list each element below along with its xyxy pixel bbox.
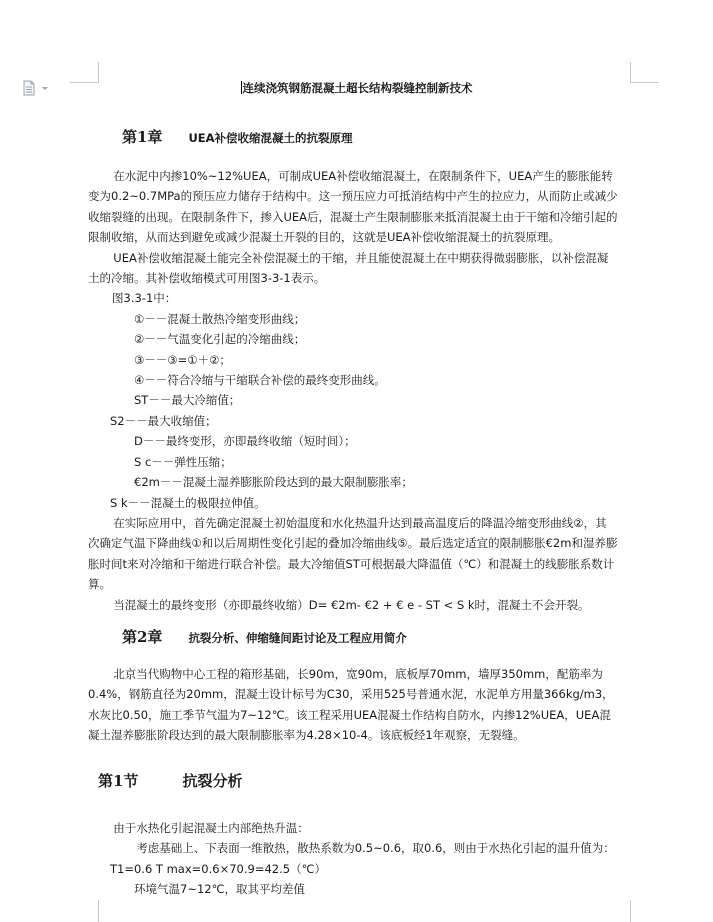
- legend-item: ④－－符合冷缩与干缩联合补偿的最终变形曲线。: [134, 373, 386, 388]
- legend-item: S2－－最大收缩值；: [110, 413, 217, 428]
- chapter-2-number: 第2章: [122, 628, 163, 646]
- section-1-number: 第1节: [98, 772, 139, 790]
- figure-intro: 图3.3-1中：: [112, 291, 177, 306]
- paragraph: 环境气温7~12℃，取其平均差值: [134, 882, 305, 897]
- paragraph: 由于水热化引起混凝土内部绝热升温：: [113, 821, 309, 835]
- legend-item: ①－－混凝土散热冷缩变形曲线；: [134, 311, 306, 326]
- legend-item: ST－－最大冷缩值；: [134, 393, 241, 408]
- paragraph: 北京当代购物中心工程的箱形基础，长90m，宽90m，底板厚70mm，墙厚350mm，配筋率为0.4%，钢筋直径为20mm，混凝土设计标号为C30，采用525号普通水泥，水泥单方用量366kg/m3，水灰比0.50，施工季节气温为7~12℃。该工程采用UEA混凝土作结构自防水，内掺12%UEA，UEA混凝土湿养膨胀阶段达到的最大限制膨胀率为4.28×10-4。该底板经1年观察，无裂缝。: [88, 667, 614, 743]
- section-1-title: 抗裂分析: [182, 772, 243, 790]
- chapter-2-title: 抗裂分析、伸缩缝间距讨论及工程应用简介: [188, 631, 407, 645]
- legend-item: S c－－弹性压缩；: [134, 454, 232, 469]
- legend-item: S k－－混凝土的极限拉伸值。: [110, 495, 266, 510]
- chapter-2-body: [88, 664, 618, 746]
- chapter-1-number: 第1章: [122, 128, 163, 146]
- section-1-body: [88, 818, 618, 900]
- document-title: 连续浇筑钢筋混凝土超长结构裂缝控制新技术: [242, 81, 473, 95]
- legend-item: ②－－气温变化引起的冷缩曲线；: [134, 332, 306, 347]
- paragraph: 在水泥中内掺10%~12%UEA，可制成UEA补偿收缩混凝土，在限制条件下，UEA产生的膨胀能转变为0.2~0.7MPa的预压应力储存于结构中。这一预压应力可抵消结构中产生的拉应力，从而防止或减少收缩裂缝的出现。在限制条件下，掺入UEA后，混凝土产生限制膨胀来抵消混凝土由于干缩和冷缩引起的限制收缩，从而达到避免或减少混凝土开裂的目的，这就是UEA补偿收缩混凝土的抗裂原理。: [88, 169, 618, 245]
- paragraph: UEA补偿收缩混凝土能完全补偿混凝土的干缩，并且能使混凝土在中期获得微弱膨胀，以补偿混凝土的冷缩。其补偿收缩模式可用图3-3-1表示。: [88, 250, 609, 286]
- formula-line: T1=0.6 T max=0.6×70.9=42.5（℃）: [110, 861, 326, 876]
- paragraph: 在实际应用中，首先确定混凝土初始温度和水化热温升达到最高温度后的降温冷缩变形曲线②，其次确定气温下降曲线①和以后周期性变化引起的叠加冷缩曲线⑤。最后选定适宜的限制膨胀€2m和湿养膨胀时间t来对冷缩和干缩进行联合补偿。最大冷缩值ST可根据最大降温值（℃）和混凝土的线膨胀系数计算。: [88, 515, 618, 592]
- text-cursor: [241, 81, 242, 94]
- section-1-heading: [98, 770, 242, 791]
- legend-item: ③－－③=①＋②；: [134, 352, 231, 367]
- chapter-1-body: [88, 166, 618, 615]
- crop-mark-bottom-right: [630, 900, 659, 922]
- legend-item: D－－最终变形，亦即最终收缩（短时间）；: [134, 434, 356, 449]
- legend-item: €2m－－混凝土湿养膨胀阶段达到的最大限制膨胀率；: [134, 475, 413, 490]
- crop-mark-bottom-left: [70, 900, 99, 922]
- chapter-1-title: UEA补偿收缩混凝土的抗裂原理: [188, 131, 353, 145]
- chapter-1-heading: [122, 126, 353, 147]
- chapter-2-heading: [122, 626, 407, 647]
- paragraph: 当混凝土的最终变形（亦即最终收缩）D= €2m- €2 + € e - ST < S k时，混凝土不会开裂。: [113, 597, 590, 612]
- paragraph: 考虑基础上、下表面一维散热，散热系数为0.5~0.6，取0.6，则由于水热化引起的温升值为：: [136, 841, 615, 856]
